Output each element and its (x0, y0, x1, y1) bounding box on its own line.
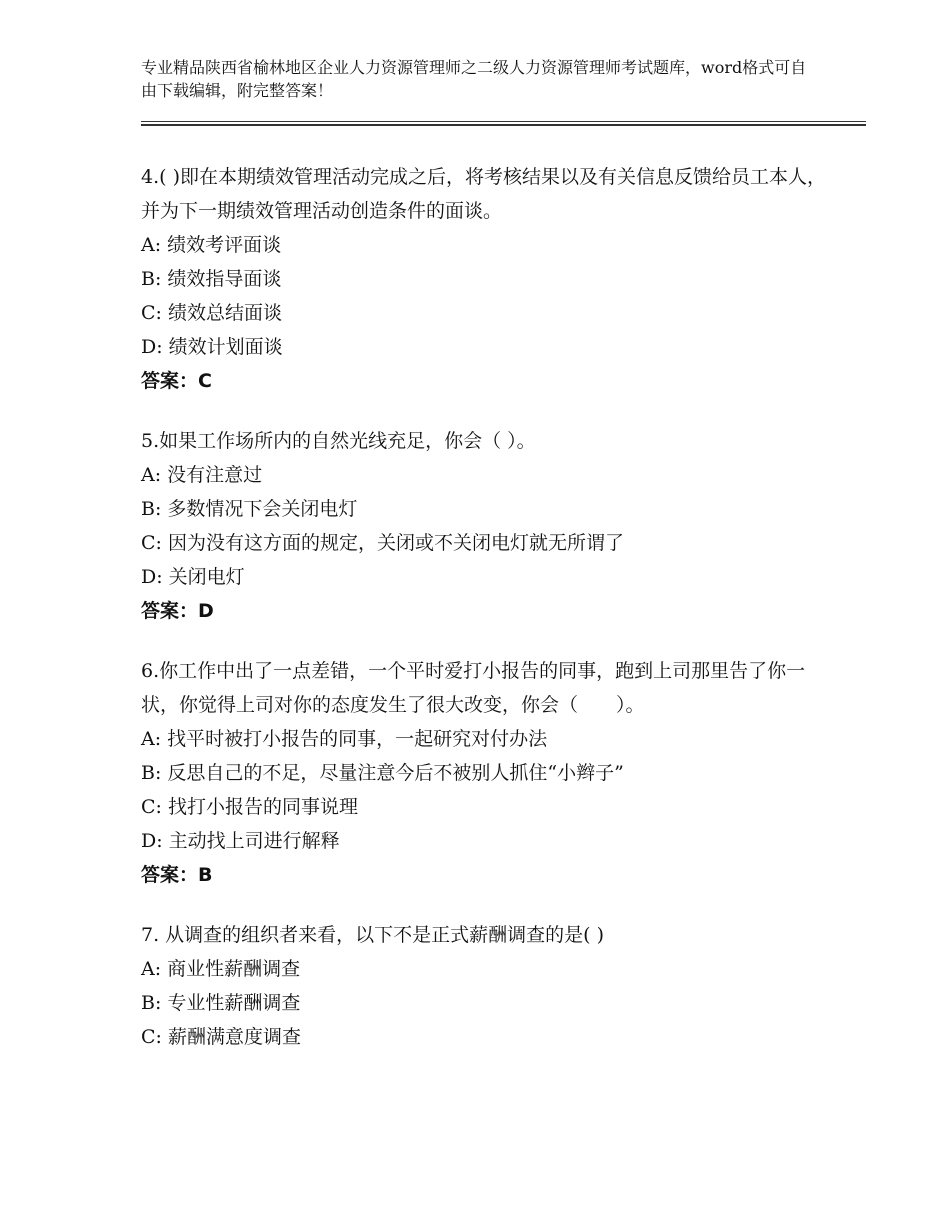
option-b: B: 专业性薪酬调查 (141, 992, 301, 1014)
option-c: C: 绩效总结面谈 (141, 302, 282, 324)
option-a: A: 没有注意过 (141, 464, 263, 486)
question-list (141, 160, 841, 1080)
question-6 (141, 654, 841, 892)
option-d: D: 关闭电灯 (141, 566, 245, 588)
answer-label: 答案：D (141, 600, 214, 622)
question-text: 5.如果工作场所内的自然光线充足，你会（ ）。 (141, 430, 536, 452)
header-divider (141, 121, 866, 126)
question-text: 6.你工作中出了一点差错，一个平时爱打小报告的同事，跑到上司那里告了你一状，你觉得上司对你的态度发生了很大改变，你会（ ）。 (141, 660, 806, 716)
question-4 (141, 160, 841, 398)
question-7 (141, 918, 841, 1054)
option-c: C: 薪酬满意度调查 (141, 1026, 301, 1048)
option-b: B: 多数情况下会关闭电灯 (141, 498, 358, 520)
document-header: 专业精品陕西省榆林地区企业人力资源管理师之二级人力资源管理师考试题库，word格式可自由下载编辑，附完整答案！ (141, 58, 807, 100)
option-a: A: 商业性薪酬调查 (141, 958, 301, 980)
option-c: C: 找打小报告的同事说理 (141, 796, 358, 818)
option-a: A: 绩效考评面谈 (141, 234, 282, 256)
option-d: D: 绩效计划面谈 (141, 336, 283, 358)
option-b: B: 反思自己的不足，尽量注意今后不被别人抓住“小辫子” (141, 762, 624, 784)
question-text: 4.( )即在本期绩效管理活动完成之后，将考核结果以及有关信息反馈给员工本人，并为下一期绩效管理活动创造条件的面谈。 (141, 166, 826, 222)
option-d: D: 主动找上司进行解释 (141, 830, 340, 852)
question-text: 7. 从调查的组织者来看，以下不是正式薪酬调查的是( ) (141, 924, 605, 946)
option-a: A: 找平时被打小报告的同事，一起研究对付办法 (141, 728, 548, 750)
question-5 (141, 424, 841, 628)
option-c: C: 因为没有这方面的规定，关闭或不关闭电灯就无所谓了 (141, 532, 624, 554)
option-b: B: 绩效指导面谈 (141, 268, 282, 290)
answer-label: 答案：B (141, 864, 213, 886)
answer-label: 答案：C (141, 370, 212, 392)
